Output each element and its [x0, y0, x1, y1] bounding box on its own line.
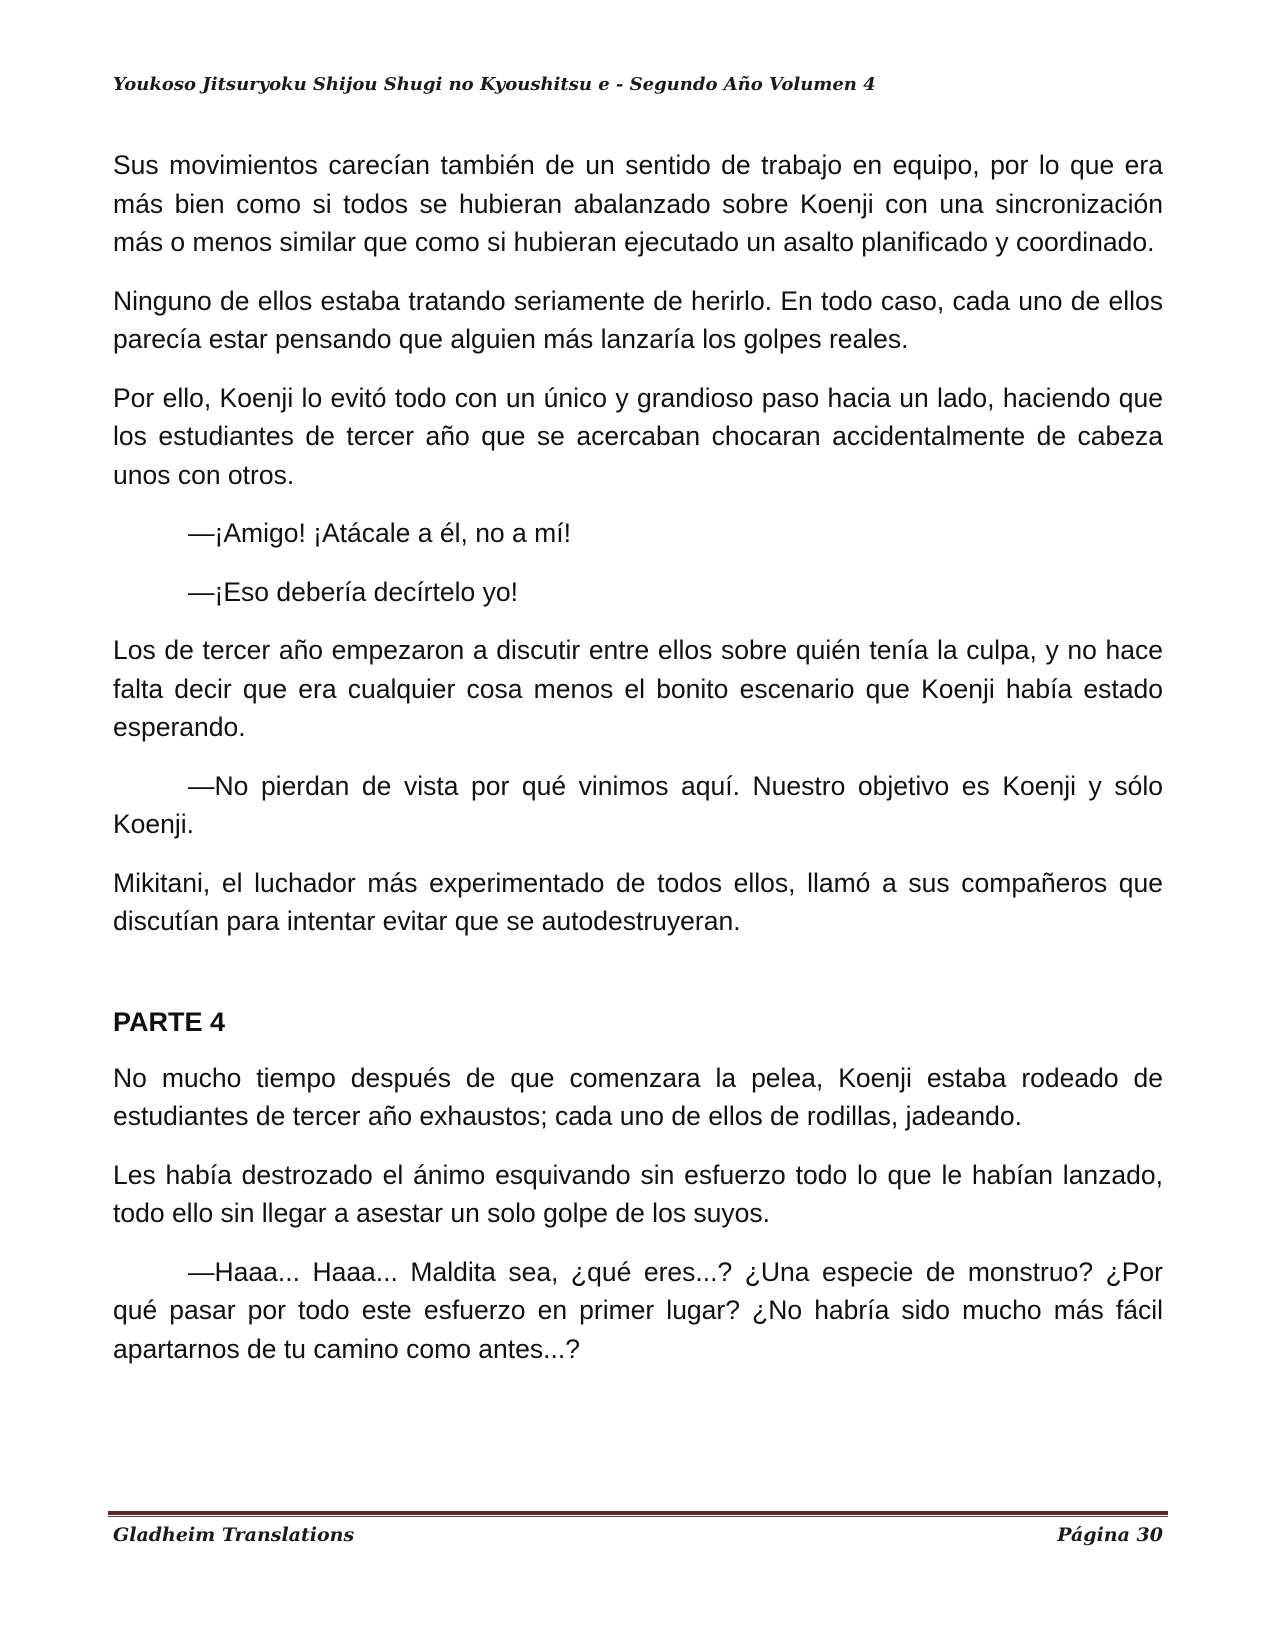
paragraph: Sus movimientos carecían también de un sentido de trabajo en equipo, por lo que era más bien como si todos se hubieran abalanzado sobre Koenji con una sincronización más o menos similar que como si hubieran ejecutado un asalto planificado y coordinado. — [113, 150, 1163, 257]
paragraph: Por ello, Koenji lo evitó todo con un único y grandioso paso hacia un lado, haciendo que los estudiantes de tercer año que se acercaban chocaran accidentalmente de cabeza unos con otros. — [113, 382, 1163, 490]
page-number: Página 30 — [1057, 1524, 1163, 1546]
paragraph: Ninguno de ellos estaba tratando seriamente de herirlo. En todo caso, cada uno de ellos parecía estar pensando que alguien más lanzaría los golpes reales. — [113, 285, 1163, 354]
dialogue-line: —¡Eso debería decírtelo yo! — [188, 576, 518, 607]
paragraph: No mucho tiempo después de que comenzara la pelea, Koenji estaba rodeado de estudiantes de tercer año exhaustos; cada uno de ellos de rodillas, jadeando. — [113, 1062, 1163, 1131]
paragraph: Les había destrozado el ánimo esquivando sin esfuerzo todo lo que le habían lanzado, todo ello sin llegar a asestar un solo golpe de los suyos. — [113, 1159, 1163, 1228]
paragraph: Mikitani, el luchador más experimentado de todos ellos, llamó a sus compañeros que discutían para intentar evitar que se autodestruyeran. — [113, 867, 1163, 936]
running-header: Youkoso Jitsuryoku Shijou Shugi no Kyoushitsu e - Segundo Año Volumen 4 — [113, 74, 876, 95]
dialogue-line: —No pierdan de vista por qué vinimos aquí. Nuestro objetivo es Koenji y sólo Koenji. — [113, 770, 1163, 839]
footer-credit: Gladheim Translations — [113, 1524, 355, 1546]
footer-divider — [108, 1511, 1168, 1517]
paragraph: Los de tercer año empezaron a discutir entre ellos sobre quién tenía la culpa, y no hace falta decir que era cualquier cosa menos el bonito escenario que Koenji había estado esperando. — [113, 635, 1163, 742]
dialogue-line: —¡Amigo! ¡Atácale a él, no a mí! — [188, 518, 571, 548]
dialogue-line: —Haaa... Haaa... Maldita sea, ¿qué eres...? ¿Una especie de monstruo? ¿Por qué pasar por todo este esfuerzo en primer lugar? ¿No habría sido mucho más fácil apartarnos de tu camino como antes...? — [113, 1256, 1163, 1364]
section-heading: PARTE 4 — [113, 1006, 226, 1037]
document-body — [113, 146, 1163, 1388]
